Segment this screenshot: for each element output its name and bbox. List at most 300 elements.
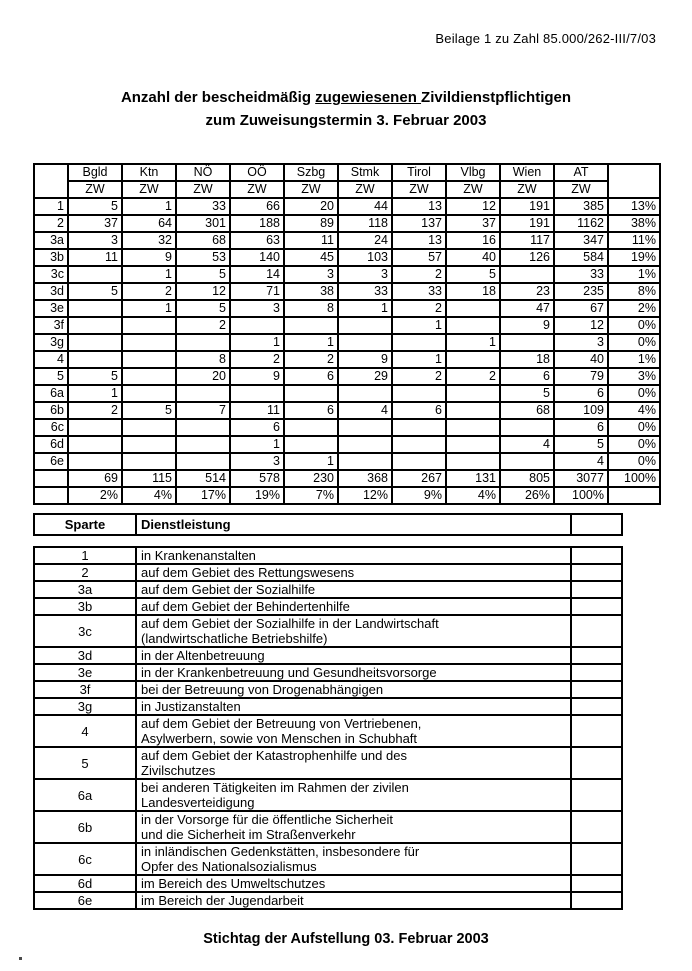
assignment-value-cell: 103	[338, 249, 392, 266]
legend-blank-cell	[571, 698, 622, 715]
assignment-value-cell	[284, 419, 338, 436]
assignment-value-cell: 37	[68, 215, 122, 232]
assignment-value-cell: 126	[500, 249, 554, 266]
assignment-value-cell: 64	[122, 215, 176, 232]
legend-row	[34, 547, 622, 564]
assignment-value-cell: 6	[284, 368, 338, 385]
assignment-value-cell: 6	[230, 419, 284, 436]
assignment-value-cell: 117	[500, 232, 554, 249]
assignment-data-row	[34, 385, 660, 402]
legend-sparte-cell: 3e	[34, 664, 136, 681]
assignment-value-cell	[230, 317, 284, 334]
zw-subheader: ZW	[554, 181, 608, 198]
sparte-row-label: 2	[34, 215, 68, 232]
assignment-value-cell: 11	[68, 249, 122, 266]
legend-row	[34, 647, 622, 664]
assignment-value-cell: 24	[338, 232, 392, 249]
legend-row	[34, 747, 622, 779]
assignment-subheader-row	[34, 181, 660, 198]
legend-dienstleistung-cell	[136, 779, 571, 811]
assignment-value-cell: 1	[122, 266, 176, 283]
sparte-row-label: 6e	[34, 453, 68, 470]
assignment-value-cell	[122, 351, 176, 368]
column-percent-cell: 7%	[284, 487, 338, 504]
legend-dienstleistung-cell	[136, 598, 571, 615]
assignment-value-cell	[392, 453, 446, 470]
legend-text-line: auf dem Gebiet der Betreuung von Vertriebenen,	[141, 716, 422, 731]
legend-dienstleistung-cell	[136, 747, 571, 779]
assignment-data-row	[34, 334, 660, 351]
assignment-value-cell	[122, 453, 176, 470]
legend-text-line: in inländischen Gedenkstätten, insbesondere für	[141, 844, 420, 859]
legend-sparte-cell: 3a	[34, 581, 136, 598]
assignment-value-cell: 2	[284, 351, 338, 368]
scan-artifact-dot	[19, 957, 22, 960]
assignment-data-row	[34, 232, 660, 249]
assignment-value-cell	[392, 419, 446, 436]
assignment-value-cell: 2	[446, 368, 500, 385]
column-percent-cell: 4%	[446, 487, 500, 504]
assignment-value-cell: 1	[446, 334, 500, 351]
assignment-value-cell	[230, 385, 284, 402]
legend-blank-cell	[571, 892, 622, 909]
assignment-value-cell: 8	[284, 300, 338, 317]
assignment-value-cell: 1	[68, 385, 122, 402]
assignment-value-cell	[446, 351, 500, 368]
assignment-value-cell: 12	[176, 283, 230, 300]
assignment-value-cell: 57	[392, 249, 446, 266]
assignment-value-cell: 3	[284, 266, 338, 283]
assignment-value-cell: 5	[68, 368, 122, 385]
row-percent-cell: 3%	[608, 368, 660, 385]
assignment-value-cell	[446, 436, 500, 453]
assignment-value-cell: 33	[338, 283, 392, 300]
assignment-value-cell: 18	[446, 283, 500, 300]
legend-text-line: in Krankenanstalten	[141, 548, 256, 563]
column-percent-cell: 100%	[554, 487, 608, 504]
assignment-value-cell: 13	[392, 198, 446, 215]
legend-row	[34, 564, 622, 581]
assignment-value-cell: 5	[68, 198, 122, 215]
legend-dienstleistung-cell	[136, 664, 571, 681]
sparte-row-label: 3b	[34, 249, 68, 266]
row-percent-cell: 38%	[608, 215, 660, 232]
assignment-value-cell: 2	[230, 351, 284, 368]
assignment-value-cell	[500, 266, 554, 283]
legend-row	[34, 698, 622, 715]
assignment-value-cell: 3	[338, 266, 392, 283]
legend-table	[33, 546, 623, 910]
assignment-total-row	[34, 470, 660, 487]
sparte-row-label: 6c	[34, 419, 68, 436]
legend-dienstleistung-cell	[136, 615, 571, 647]
legend-dienstleistung-cell	[136, 875, 571, 892]
assignment-value-cell: 235	[554, 283, 608, 300]
assignment-value-cell	[284, 436, 338, 453]
total-percent-cell: 100%	[608, 470, 660, 487]
corner-blank-cell	[34, 164, 68, 198]
assignment-value-cell: 68	[500, 402, 554, 419]
assignment-value-cell	[392, 334, 446, 351]
assignment-value-cell: 2	[392, 368, 446, 385]
assignment-value-cell: 63	[230, 232, 284, 249]
total-row-blank-label	[34, 470, 68, 487]
column-percent-cell: 4%	[122, 487, 176, 504]
legend-dienstleistung-cell	[136, 647, 571, 664]
total-value-cell: 115	[122, 470, 176, 487]
legend-text-line: in der Krankenbetreuung und Gesundheitsvorsorge	[141, 665, 437, 680]
legend-sparte-cell: 3f	[34, 681, 136, 698]
assignment-value-cell	[122, 385, 176, 402]
assignment-table	[33, 163, 661, 505]
legend-sparte-cell: 6a	[34, 779, 136, 811]
row-percent-cell: 0%	[608, 419, 660, 436]
assignment-value-cell	[446, 453, 500, 470]
assignment-value-cell: 301	[176, 215, 230, 232]
legend-blank-cell	[571, 779, 622, 811]
assignment-value-cell: 12	[554, 317, 608, 334]
assignment-value-cell: 1	[122, 198, 176, 215]
assignment-value-cell: 2	[392, 300, 446, 317]
legend-text-line: auf dem Gebiet der Katastrophenhilfe und des	[141, 748, 407, 763]
assignment-value-cell: 12	[446, 198, 500, 215]
assignment-value-cell: 5	[554, 436, 608, 453]
legend-row	[34, 615, 622, 647]
assignment-value-cell: 9	[230, 368, 284, 385]
row-percent-cell: 0%	[608, 436, 660, 453]
assignment-value-cell: 33	[554, 266, 608, 283]
assignment-value-cell: 11	[284, 232, 338, 249]
assignment-value-cell: 68	[176, 232, 230, 249]
assignment-value-cell: 5	[500, 385, 554, 402]
sparte-row-label: 4	[34, 351, 68, 368]
total-value-cell: 131	[446, 470, 500, 487]
footer-note: Stichtag der Aufstellung 03. Februar 2003	[203, 931, 489, 947]
assignment-value-cell: 4	[338, 402, 392, 419]
assignment-value-cell	[446, 300, 500, 317]
assignment-value-cell	[122, 368, 176, 385]
legend-blank-cell	[571, 547, 622, 564]
legend-text-line: Asylwerbern, sowie von Menschen in Schubhaft	[141, 731, 418, 746]
legend-text-line: bei anderen Tätigkeiten im Rahmen der zivilen	[141, 780, 409, 795]
legend-text-line: auf dem Gebiet der Behindertenhilfe	[141, 599, 350, 614]
legend-text-line: auf dem Gebiet der Sozialhilfe in der Landwirtschaft	[141, 616, 439, 631]
assignment-value-cell: 118	[338, 215, 392, 232]
zw-subheader: ZW	[68, 181, 122, 198]
assignment-value-cell	[500, 419, 554, 436]
assignment-value-cell: 3	[68, 232, 122, 249]
assignment-value-cell: 137	[392, 215, 446, 232]
legend-row	[34, 715, 622, 747]
assignment-value-cell	[392, 385, 446, 402]
assignment-value-cell	[446, 317, 500, 334]
total-value-cell: 69	[68, 470, 122, 487]
sparte-row-label: 3g	[34, 334, 68, 351]
assignment-value-cell: 4	[500, 436, 554, 453]
legend-row	[34, 811, 622, 843]
assignment-value-cell: 5	[176, 300, 230, 317]
legend-sparte-cell: 5	[34, 747, 136, 779]
sparte-row-label: 3f	[34, 317, 68, 334]
assignment-value-cell: 6	[284, 402, 338, 419]
legend-sparte-cell: 3g	[34, 698, 136, 715]
assignment-percent-row	[34, 487, 660, 504]
legend-text-line: Zivilschutzes	[141, 763, 216, 778]
sparte-row-label: 5	[34, 368, 68, 385]
assignment-value-cell	[500, 334, 554, 351]
column-percent-cell: 17%	[176, 487, 230, 504]
province-header: Ktn	[122, 164, 176, 181]
legend-blank-cell	[571, 598, 622, 615]
sparte-row-label: 3d	[34, 283, 68, 300]
assignment-value-cell: 5	[68, 283, 122, 300]
legend-dienstleistung-cell	[136, 681, 571, 698]
assignment-data-row	[34, 266, 660, 283]
province-header: NÖ	[176, 164, 230, 181]
province-header: Bgld	[68, 164, 122, 181]
row-percent-cell: 1%	[608, 266, 660, 283]
percent-row-blank-label	[34, 487, 68, 504]
assignment-value-cell	[500, 453, 554, 470]
legend-row	[34, 598, 622, 615]
assignment-value-cell: 8	[176, 351, 230, 368]
assignment-value-cell: 1162	[554, 215, 608, 232]
legend-header-dienstleistung: Dienstleistung	[136, 514, 571, 535]
assignment-value-cell: 18	[500, 351, 554, 368]
legend-blank-cell	[571, 681, 622, 698]
legend-text-line: im Bereich der Jugendarbeit	[141, 893, 304, 908]
assignment-table-body	[34, 164, 660, 504]
title-line-2: zum Zuweisungstermin 3. Februar 2003	[205, 112, 487, 129]
row-percent-cell: 0%	[608, 385, 660, 402]
sparte-row-label: 3a	[34, 232, 68, 249]
sparte-row-label: 3c	[34, 266, 68, 283]
assignment-value-cell: 1	[392, 317, 446, 334]
assignment-value-cell: 6	[554, 419, 608, 436]
legend-sparte-cell: 4	[34, 715, 136, 747]
assignment-value-cell	[68, 351, 122, 368]
assignment-value-cell: 67	[554, 300, 608, 317]
zw-subheader: ZW	[338, 181, 392, 198]
legend-text-line: in Justizanstalten	[141, 699, 241, 714]
assignment-value-cell	[284, 317, 338, 334]
assignment-value-cell	[446, 419, 500, 436]
assignment-value-cell	[68, 334, 122, 351]
assignment-value-cell	[338, 436, 392, 453]
assignment-value-cell: 40	[446, 249, 500, 266]
legend-text-line: (landwirtschatliche Betriebshilfe)	[141, 631, 328, 646]
legend-blank-cell	[571, 581, 622, 598]
assignment-value-cell: 5	[176, 266, 230, 283]
assignment-value-cell	[176, 385, 230, 402]
row-percent-cell: 11%	[608, 232, 660, 249]
legend-blank-cell	[571, 664, 622, 681]
legend-header-row	[34, 514, 622, 535]
legend-dienstleistung-cell	[136, 581, 571, 598]
assignment-value-cell: 9	[122, 249, 176, 266]
row-percent-cell: 8%	[608, 283, 660, 300]
assignment-data-row	[34, 368, 660, 385]
row-percent-cell: 2%	[608, 300, 660, 317]
row-percent-cell: 4%	[608, 402, 660, 419]
assignment-value-cell: 14	[230, 266, 284, 283]
title-line-1: Anzahl der bescheidmäßig zugewiesenen Zivildienstpflichtigen	[120, 89, 572, 106]
assignment-value-cell: 44	[338, 198, 392, 215]
assignment-value-cell: 7	[176, 402, 230, 419]
assignment-value-cell	[338, 317, 392, 334]
assignment-value-cell	[176, 419, 230, 436]
assignment-value-cell	[392, 436, 446, 453]
assignment-value-cell	[446, 385, 500, 402]
assignment-value-cell: 109	[554, 402, 608, 419]
row-percent-cell: 0%	[608, 453, 660, 470]
total-value-cell: 805	[500, 470, 554, 487]
assignment-value-cell: 6	[500, 368, 554, 385]
assignment-value-cell: 16	[446, 232, 500, 249]
page-title	[0, 86, 692, 132]
assignment-data-row	[34, 436, 660, 453]
assignment-value-cell	[338, 453, 392, 470]
assignment-value-cell: 20	[176, 368, 230, 385]
legend-header-blank-cell	[571, 514, 622, 535]
legend-text-line: Landesverteidigung	[141, 795, 255, 810]
assignment-value-cell: 191	[500, 215, 554, 232]
assignment-data-row	[34, 249, 660, 266]
total-value-cell: 267	[392, 470, 446, 487]
assignment-value-cell: 29	[338, 368, 392, 385]
assignment-value-cell: 53	[176, 249, 230, 266]
legend-row	[34, 664, 622, 681]
legend-text-line: auf dem Gebiet des Rettungswesens	[141, 565, 355, 580]
total-value-cell: 3077	[554, 470, 608, 487]
legend-sparte-cell: 6b	[34, 811, 136, 843]
assignment-value-cell: 2	[392, 266, 446, 283]
column-percent-cell: 2%	[68, 487, 122, 504]
total-value-cell: 368	[338, 470, 392, 487]
assignment-value-cell: 37	[446, 215, 500, 232]
province-header: Vlbg	[446, 164, 500, 181]
title-underlined-word: zugewiesenen	[315, 89, 422, 106]
assignment-value-cell: 33	[176, 198, 230, 215]
assignment-value-cell: 66	[230, 198, 284, 215]
legend-blank-cell	[571, 564, 622, 581]
legend-sparte-cell: 3d	[34, 647, 136, 664]
assignment-value-cell: 9	[500, 317, 554, 334]
assignment-value-cell: 79	[554, 368, 608, 385]
assignment-value-cell: 6	[554, 385, 608, 402]
legend-dienstleistung-cell	[136, 843, 571, 875]
row-percent-cell: 0%	[608, 317, 660, 334]
province-header: AT	[554, 164, 608, 181]
sparte-row-label: 6d	[34, 436, 68, 453]
zw-subheader: ZW	[230, 181, 284, 198]
assignment-value-cell: 11	[230, 402, 284, 419]
legend-dienstleistung-cell	[136, 811, 571, 843]
total-value-cell: 230	[284, 470, 338, 487]
assignment-value-cell	[68, 266, 122, 283]
assignment-value-cell	[68, 317, 122, 334]
province-header: OÖ	[230, 164, 284, 181]
assignment-value-cell: 3	[554, 334, 608, 351]
assignment-value-cell: 4	[554, 453, 608, 470]
assignment-value-cell: 3	[230, 300, 284, 317]
legend-blank-cell	[571, 875, 622, 892]
sparte-row-label: 1	[34, 198, 68, 215]
assignment-value-cell: 1	[230, 334, 284, 351]
assignment-data-row	[34, 402, 660, 419]
assignment-value-cell: 20	[284, 198, 338, 215]
assignment-value-cell: 9	[338, 351, 392, 368]
legend-text-line: auf dem Gebiet der Sozialhilfe	[141, 582, 316, 597]
legend-blank-cell	[571, 747, 622, 779]
column-percent-cell: 26%	[500, 487, 554, 504]
assignment-value-cell	[68, 436, 122, 453]
assignment-value-cell	[338, 419, 392, 436]
assignment-value-cell: 1	[230, 436, 284, 453]
assignment-value-cell: 188	[230, 215, 284, 232]
zw-subheader: ZW	[500, 181, 554, 198]
assignment-value-cell: 584	[554, 249, 608, 266]
sparte-row-label: 6b	[34, 402, 68, 419]
assignment-data-row	[34, 300, 660, 317]
province-header: Stmk	[338, 164, 392, 181]
percent-row-blank-end	[608, 487, 660, 504]
assignment-value-cell	[122, 419, 176, 436]
legend-row	[34, 875, 622, 892]
sparte-row-label: 6a	[34, 385, 68, 402]
assignment-value-cell: 385	[554, 198, 608, 215]
legend-header-table	[33, 513, 623, 536]
assignment-data-row	[34, 198, 660, 215]
assignment-value-cell: 33	[392, 283, 446, 300]
legend-text-line: in der Altenbetreuung	[141, 648, 265, 663]
province-header: Wien	[500, 164, 554, 181]
row-percent-cell: 19%	[608, 249, 660, 266]
assignment-value-cell	[338, 385, 392, 402]
assignment-value-cell	[338, 334, 392, 351]
column-percent-cell: 19%	[230, 487, 284, 504]
legend-table-body	[34, 547, 622, 909]
row-percent-cell: 13%	[608, 198, 660, 215]
legend-sparte-cell: 6e	[34, 892, 136, 909]
assignment-value-cell: 2	[176, 317, 230, 334]
total-value-cell: 514	[176, 470, 230, 487]
legend-row	[34, 843, 622, 875]
assignment-data-row	[34, 419, 660, 436]
row-percent-cell: 0%	[608, 334, 660, 351]
total-value-cell: 578	[230, 470, 284, 487]
assignment-value-cell: 347	[554, 232, 608, 249]
legend-text-line: bei der Betreuung von Drogenabhängigen	[141, 682, 384, 697]
legend-dienstleistung-cell	[136, 715, 571, 747]
sparte-row-label: 3e	[34, 300, 68, 317]
assignment-value-cell	[122, 317, 176, 334]
legend-blank-cell	[571, 647, 622, 664]
assignment-value-cell: 140	[230, 249, 284, 266]
legend-sparte-cell: 3b	[34, 598, 136, 615]
assignment-value-cell: 1	[338, 300, 392, 317]
legend-text-line: im Bereich des Umweltschutzes	[141, 876, 326, 891]
legend-row	[34, 681, 622, 698]
legend-text-line: in der Vorsorge für die öffentliche Sicherheit	[141, 812, 393, 827]
assignment-value-cell: 3	[230, 453, 284, 470]
assignment-value-cell: 1	[284, 334, 338, 351]
legend-header-sparte: Sparte	[34, 514, 136, 535]
assignment-value-cell: 45	[284, 249, 338, 266]
assignment-value-cell	[176, 436, 230, 453]
legend-text-line: Opfer des Nationalsozialismus	[141, 859, 317, 874]
assignment-value-cell: 23	[500, 283, 554, 300]
